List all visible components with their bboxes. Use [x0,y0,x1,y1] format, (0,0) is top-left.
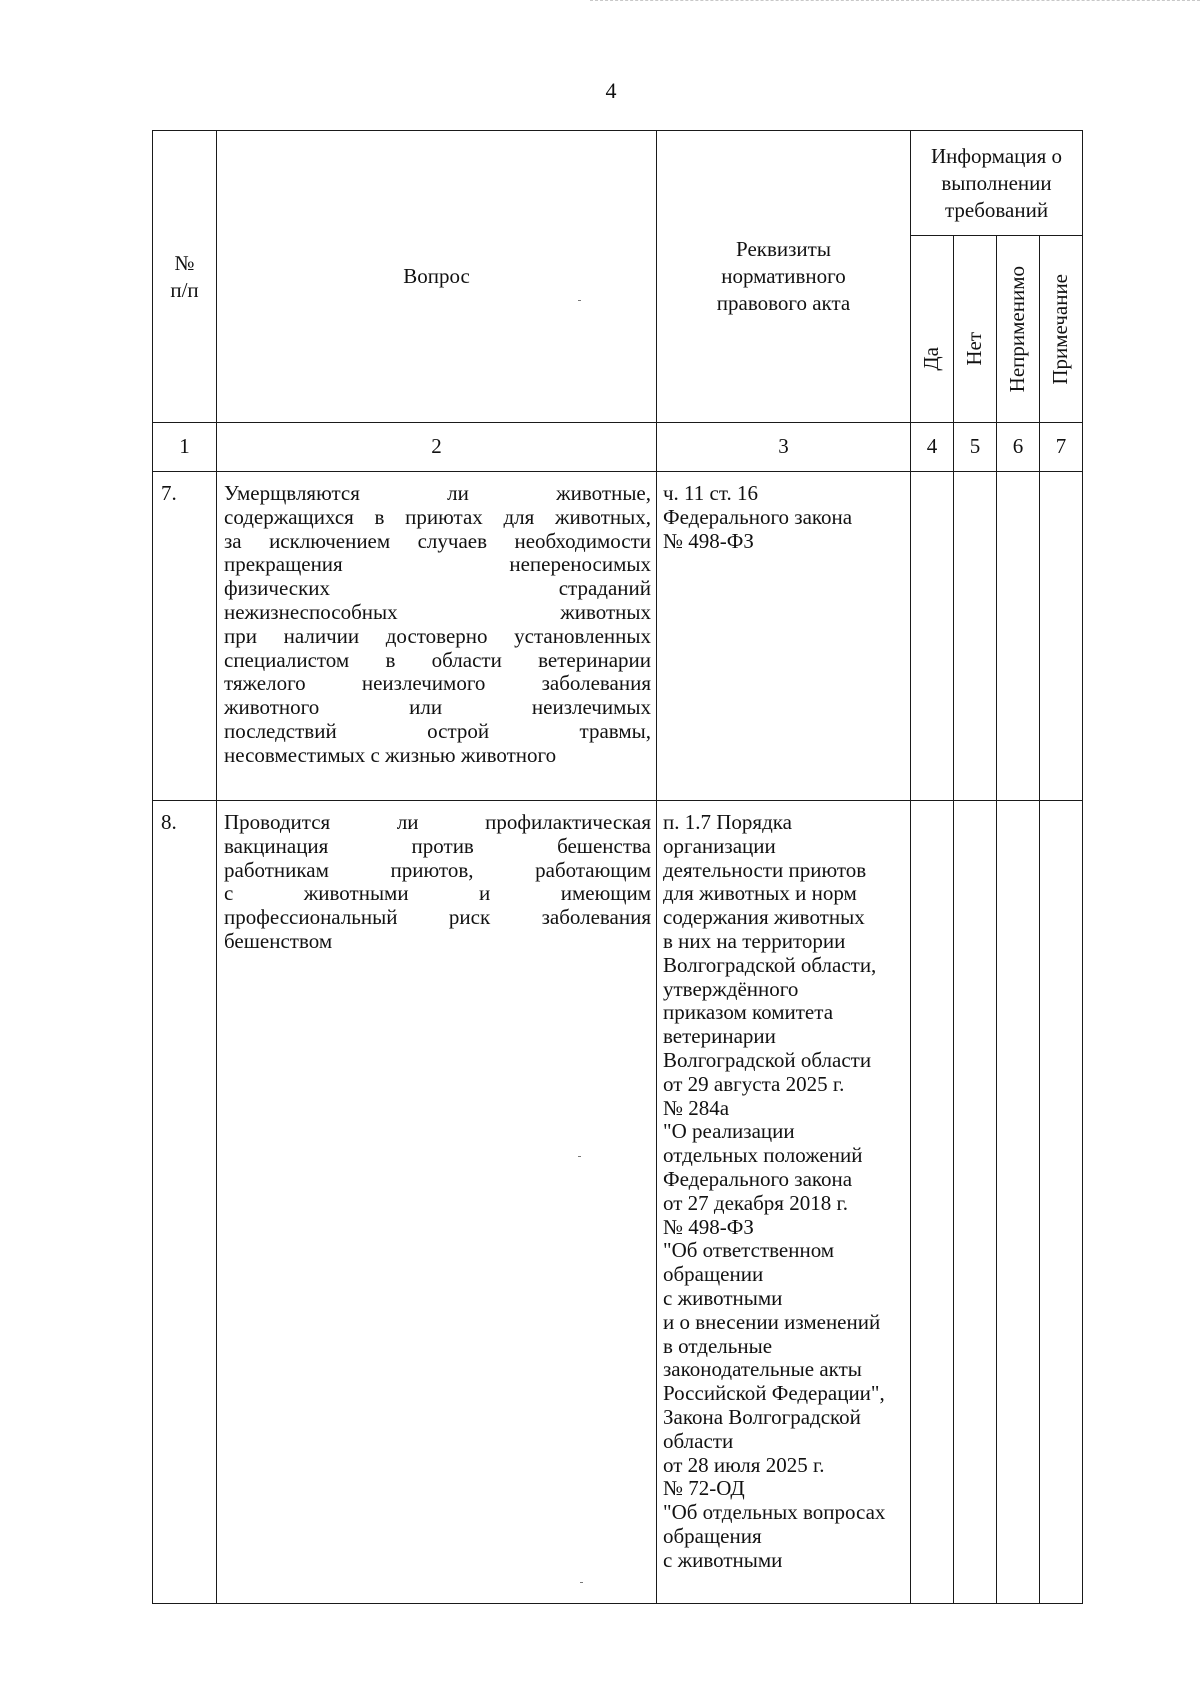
scan-speck [580,1582,583,1583]
header-info-group [911,131,1083,236]
column-number-cell: 1 [153,423,217,472]
question-line: физических страданий [224,576,651,601]
reference-line: законодательные акты [663,1357,862,1382]
question-line: за исключением случаев необходимости [224,528,651,553]
scan-edge-line [590,0,1200,3]
header-row-top [153,131,1083,236]
column-number-cell: 5 [954,423,997,472]
reference-line: для животных и норм [663,881,857,906]
header-yes-label: Да [919,347,944,371]
row-number: 8. [153,801,217,1604]
row-question [217,801,657,1604]
header-reference-label: Реквизиты нормативного правового акта [716,237,851,315]
row-number: 7. [153,472,217,801]
requirements-table [152,130,1083,1604]
not-applicable-cell [997,472,1040,801]
question-line: работникам приютов, работающим [224,857,651,882]
reference-line: № 498-ФЗ [663,1214,754,1239]
row-reference [657,472,911,801]
reference-line: с животными [663,1547,783,1572]
header-question [217,131,657,423]
header-info-group-label: Информация о выполнении требований [930,143,1063,222]
header-not-applicable [997,236,1040,423]
reference-line: ч. 11 ст. 16 [663,481,758,505]
reference-line: п. 1.7 Порядка [663,810,792,834]
header-yes [911,236,954,423]
reference-line: № 498-ФЗ [663,528,754,553]
column-number-cell: 6 [997,423,1040,472]
header-note [1040,236,1083,423]
question-line: бешенством [224,928,333,953]
column-number-cell: 2 [217,423,657,472]
column-number-cell: 7 [1040,423,1083,472]
table-row [153,801,1083,1604]
yes-cell [911,472,954,801]
question-line: несовместимых с жизнью животного [224,742,557,767]
reference-line: "Об ответственном [663,1238,835,1263]
reference-line: в отдельные [663,1333,773,1358]
reference-line: № 72-ОД [663,1476,745,1501]
reference-line: отдельных положений [663,1143,863,1168]
header-not-applicable-label: Неприменимо [1005,265,1030,393]
reference-line: обращения [663,1523,762,1548]
question-line: содержащихся в приютах для животных, [224,504,651,529]
header-num [153,131,217,423]
question-line: с животными и имеющим [224,881,651,906]
no-cell [954,801,997,1604]
reference-line: от 29 августа 2025 г. [663,1071,845,1096]
question-line: Умерщвляются ли животные, [224,481,651,505]
page-number: 4 [605,78,617,103]
header-reference [657,131,911,423]
reference-line: Волгоградской области [663,1047,872,1072]
note-cell [1040,801,1083,1604]
reference-line: от 28 июля 2025 г. [663,1452,825,1477]
question-line: нежизнеспособных животных [224,599,651,624]
reference-line: деятельности приютов [663,857,867,882]
not-applicable-cell [997,801,1040,1604]
reference-line: обращении [663,1262,764,1287]
reference-line: утверждённого [663,976,799,1001]
reference-line: Федерального закона [663,504,853,529]
reference-line: приказом комитета [663,1000,834,1025]
column-number-cell: 4 [911,423,954,472]
reference-line: с животными [663,1285,783,1310]
reference-line: и о внесении изменений [663,1309,881,1334]
scan-speck [578,300,581,301]
reference-line: Волгоградской области, [663,952,877,977]
question-line: последствий острой травмы, [224,718,651,743]
reference-line: от 27 декабря 2018 г. [663,1190,848,1215]
question-line: животного или неизлечимых [224,695,651,720]
question-line: тяжелого неизлечимого заболевания [224,671,651,696]
question-line: специалистом в области ветеринарии [224,647,651,672]
question-line: Проводится ли профилактическая [224,810,651,834]
header-question-label: Вопрос [403,263,470,288]
row-question [217,472,657,801]
question-line: прекращения непереносимых [224,552,651,577]
note-cell [1040,472,1083,801]
reference-line: Российской Федерации", [663,1381,885,1406]
header-num-label: № п/п [170,250,199,302]
reference-line: в них на территории [663,928,846,953]
question-line: профессиональный риск заболевания [224,905,651,930]
table-row [153,472,1083,801]
reference-line: Закона Волгоградской [663,1404,861,1429]
reference-line: области [663,1428,734,1453]
yes-cell [911,801,954,1604]
row-reference [657,801,911,1604]
reference-line: содержания животных [663,905,865,930]
question-line: вакцинация против бешенства [224,833,651,858]
header-no-label: Нет [962,332,987,366]
question-line: при наличии достоверно установленных [224,623,651,648]
reference-line: организации [663,833,776,858]
reference-line: Федерального закона [663,1166,853,1191]
column-number-row [153,423,1083,472]
reference-line: № 284а [663,1095,730,1120]
header-no [954,236,997,423]
header-note-label: Примечание [1048,273,1073,385]
scan-speck [578,1156,581,1157]
reference-line: "Об отдельных вопросах [663,1500,886,1525]
reference-line: "О реализации [663,1119,795,1144]
no-cell [954,472,997,801]
column-number-cell: 3 [657,423,911,472]
reference-line: ветеринарии [663,1024,776,1049]
